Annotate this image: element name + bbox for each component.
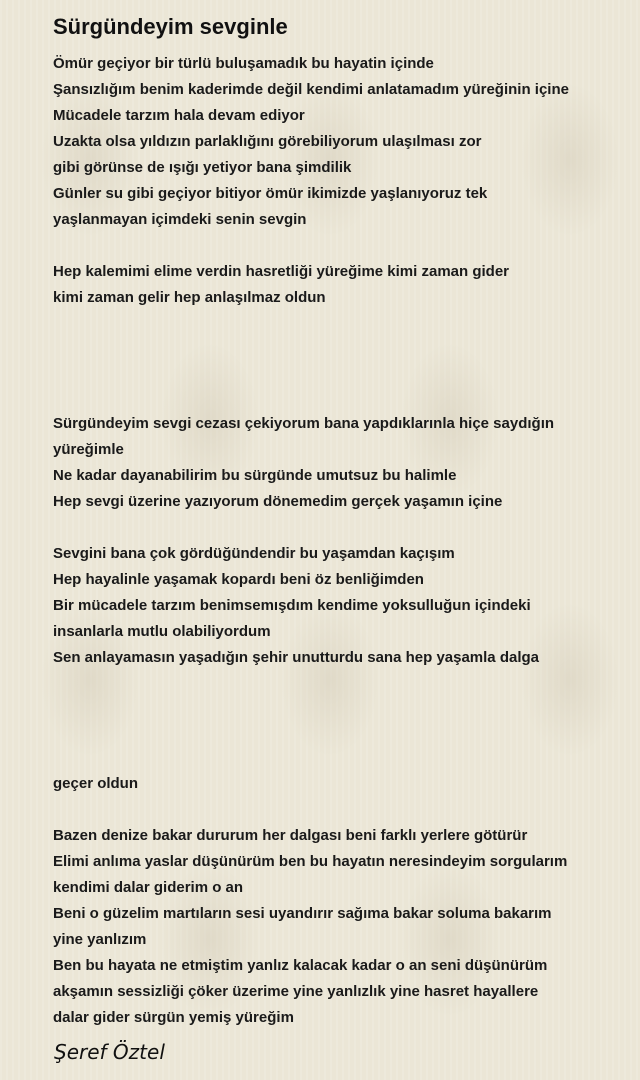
poem-line: Hep kalemimi elime verdin hasretliği yüreğime kimi zaman gider	[53, 263, 510, 280]
poem-line: Bazen denize bakar dururum her dalgası beni farklı yerlere götürür	[53, 827, 528, 844]
poem-line: Hep sevgi üzerine yazıyorum dönemedim gerçek yaşamın içine	[53, 493, 503, 510]
poem-line: Mücadele tarzım hala devam ediyor	[53, 107, 305, 124]
poem-line: Beni o güzelim martıların sesi uyandırır sağıma bakar soluma bakarım	[53, 905, 552, 922]
poem-line: kendimi dalar giderim o an	[53, 879, 244, 896]
poem-line: Günler su gibi geçiyor bitiyor ömür ikimizde yaşlanıyoruz tek	[53, 185, 488, 202]
poem-line: insanlarla mutlu olabiliyordum	[53, 623, 271, 640]
poem-line: Sevgini bana çok gördüğündendir bu yaşamdan kaçışım	[53, 545, 455, 562]
poem-line: Bir mücadele tarzım benimsemışdım kendime yoksulluğun içindeki	[53, 597, 531, 614]
poem-line: dalar gider sürgün yemiş yüreğim	[53, 1009, 294, 1026]
poem-line: yine yanlızım	[53, 931, 147, 948]
poem-title: Sürgündeyim sevginle	[53, 14, 288, 39]
poem-line: Sürgündeyim sevgi cezası çekiyorum bana yapdıklarınla hiçe saydığın	[53, 415, 555, 432]
poem-line: Şansızlığım benim kaderimde değil kendimi anlatamadım yüreğinin içine	[53, 81, 569, 98]
poem-line: Elimi anlıma yaslar düşünürüm ben bu hayatın neresindeyim sorgularım	[53, 853, 568, 870]
poem-line: yüreğimle	[53, 441, 124, 458]
poem-line: Ömür geçiyor bir türlü buluşamadık bu hayatin içinde	[53, 55, 434, 72]
poem-line: yaşlanmayan içimdeki senin sevgin	[53, 211, 307, 228]
poem-line: akşamın sessizliği çöker üzerime yine yanlızlık yine hasret hayallere	[53, 983, 539, 1000]
poem-line: Uzakta olsa yıldızın parlaklığını görebiliyorum ulaşılması zor	[53, 133, 482, 150]
poem-line: Hep hayalinle yaşamak kopardı beni öz benliğimden	[53, 571, 424, 588]
poem-line: kimi zaman gelir hep anlaşılmaz oldun	[53, 289, 326, 306]
poem-line: Ben bu hayata ne etmiştim yanlız kalacak kadar o an seni düşünürüm	[53, 957, 548, 974]
poem-line: Ne kadar dayanabilirim bu sürgünde umutsuz bu halimle	[53, 467, 457, 484]
poem-line: Sen anlayamasın yaşadığın şehir unutturdu sana hep yaşamla dalga	[53, 649, 539, 666]
author-name: Şeref Öztel	[54, 1040, 165, 1064]
poem-line: geçer oldun	[53, 775, 139, 792]
poem-line: gibi görünse de ışığı yetiyor bana şimdilik	[53, 159, 352, 176]
